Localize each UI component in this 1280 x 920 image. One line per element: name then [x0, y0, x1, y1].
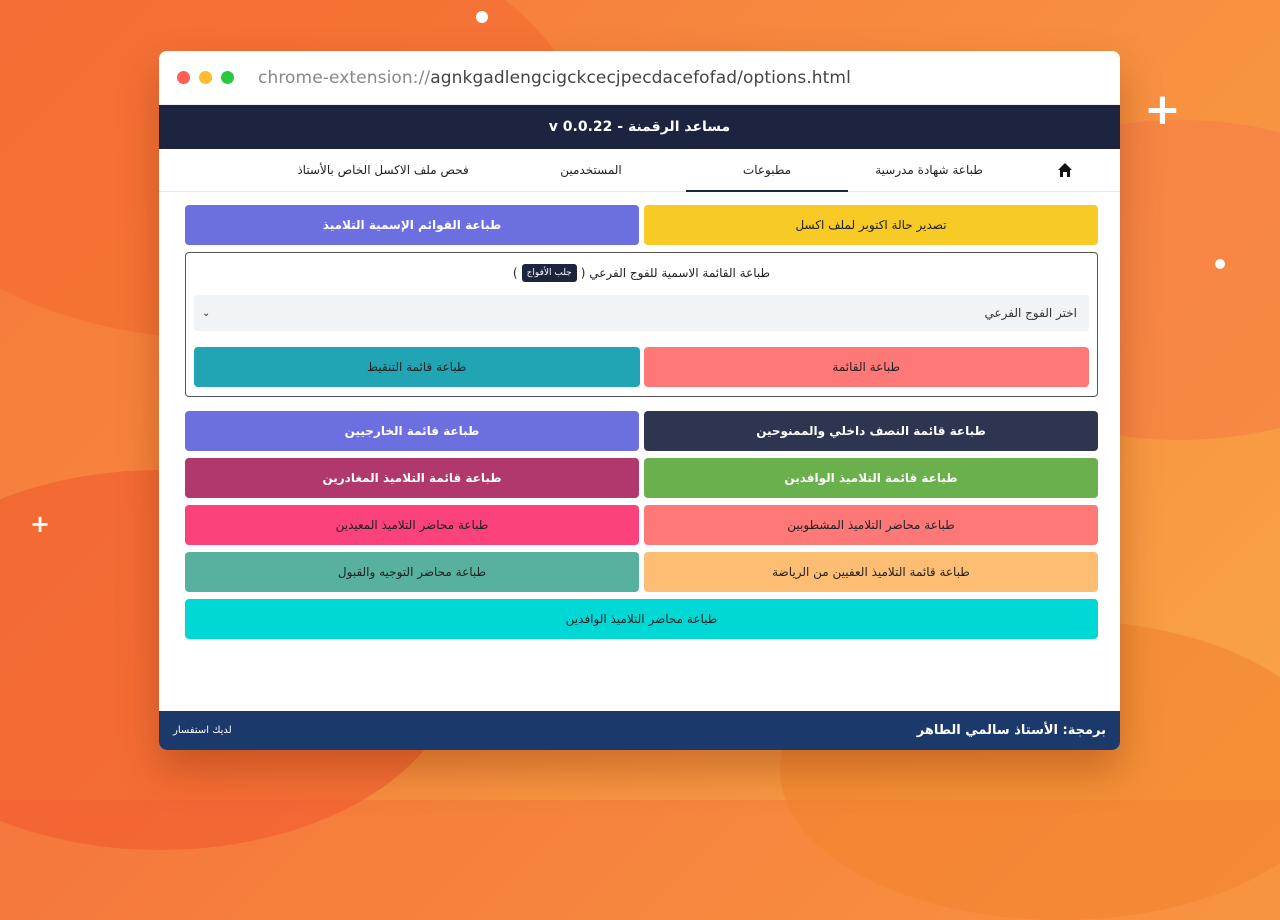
print-arrivals-button[interactable]: طباعة قائمة التلاميذ الوافدين: [644, 458, 1098, 498]
home-icon: [1057, 162, 1073, 178]
printouts-panel: [159, 192, 1120, 639]
print-list-button[interactable]: طباعة القائمة: [644, 347, 1090, 387]
maximize-window-button[interactable]: [221, 71, 234, 84]
address-bar[interactable]: [258, 68, 851, 88]
subgroup-title-close: ): [512, 266, 518, 280]
print-sport-exempt-button[interactable]: طباعة قائمة التلاميذ العفيين من الرياضة: [644, 552, 1098, 592]
print-orientation-button[interactable]: طباعة محاضر التوجيه والقبول: [185, 552, 639, 592]
print-half-board-button[interactable]: طباعة قائمة النصف داخلي والممنوحين: [644, 411, 1098, 451]
minimize-window-button[interactable]: [199, 71, 212, 84]
tab-printouts[interactable]: [686, 149, 848, 191]
subgroup-title-text: طباعة القائمة الاسمية للفوج الفرعي (: [580, 266, 771, 280]
tab-check-excel[interactable]: [270, 149, 496, 191]
author-credit: برمجة: الأستاذ سالمي الطاهر: [916, 723, 1106, 738]
tab-users[interactable]: [496, 149, 686, 191]
subgroup-print-section: [185, 252, 1098, 397]
url-path: agnkgadlengcigckcecjpecdacefofad/options.html: [430, 67, 851, 88]
browser-titlebar: [159, 51, 1120, 105]
print-external-button[interactable]: طباعة قائمة الخارجيين: [185, 411, 639, 451]
print-name-lists-button[interactable]: طباعة القوائم الإسمية التلاميذ: [185, 205, 639, 245]
decor-plus-icon: +: [30, 510, 51, 538]
decor-dot: [1215, 259, 1225, 269]
tab-label: فحص ملف الاكسل الخاص بالأستاذ: [297, 163, 469, 177]
contact-link[interactable]: لديك استفسار: [173, 725, 232, 736]
export-october-button[interactable]: تصدير حالة اكتوبر لملف اكسل: [644, 205, 1098, 245]
tab-label: مطبوعات: [742, 163, 792, 177]
print-leavers-button[interactable]: طباعة قائمة التلاميذ المغادرين: [185, 458, 639, 498]
subgroup-select-value: اختر الفوج الفرعي: [984, 306, 1077, 320]
main-nav: [159, 149, 1120, 192]
decor-dot: [476, 11, 488, 23]
browser-window: [159, 51, 1120, 750]
app-title: مساعد الرقمنة - v 0.0.22: [548, 119, 731, 135]
close-window-button[interactable]: [177, 71, 190, 84]
print-grades-button[interactable]: طباعة قائمة التنقيط: [194, 347, 640, 387]
tab-label: طباعة شهادة مدرسية: [875, 163, 983, 177]
print-repeaters-button[interactable]: طباعة محاضر التلاميذ المعيدين: [185, 505, 639, 545]
subgroup-select[interactable]: [194, 295, 1089, 331]
subgroup-title: [194, 261, 1089, 285]
decor-plus-icon: +: [1144, 84, 1181, 135]
home-button[interactable]: [1010, 149, 1120, 191]
app-header: [159, 105, 1120, 149]
app-footer: [159, 711, 1120, 750]
tab-label: المستخدمين: [560, 163, 622, 177]
fetch-groups-button[interactable]: جلب الأفواج: [522, 264, 577, 282]
print-struck-off-button[interactable]: طباعة محاضر التلاميذ المشطوبين: [644, 505, 1098, 545]
print-arrivals-reports-button[interactable]: طباعة محاضر التلاميذ الوافدين: [185, 599, 1098, 639]
tab-school-certificate[interactable]: [848, 149, 1010, 191]
url-protocol: chrome-extension://: [258, 67, 431, 88]
chevron-down-icon: ⌄: [202, 307, 211, 319]
